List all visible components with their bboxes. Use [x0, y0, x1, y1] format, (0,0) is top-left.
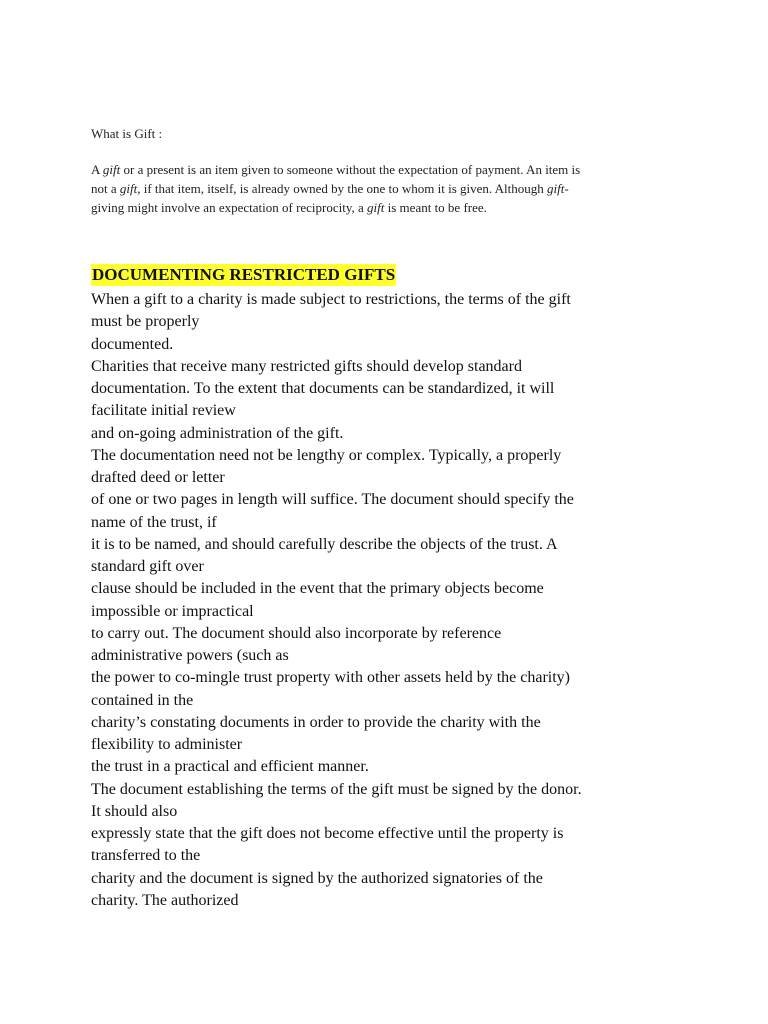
body-line: contained in the: [91, 691, 194, 709]
body-line: administrative powers (such as: [91, 647, 289, 664]
body-line: the power to co-mingle trust property with other assets held by the charity): [91, 669, 570, 687]
body-line: expressly state that the gift does not become effective until the property is: [91, 825, 564, 842]
body-line: the trust in a practical and efficient manner.: [91, 758, 369, 776]
intro-text: giving might involve an expectation of reciprocity, a: [91, 200, 368, 215]
body-line: charity. The authorized: [91, 891, 239, 909]
intro-italic-word: gift: [119, 181, 138, 196]
body-line: The document establishing the terms of the gift must be signed by the donor.: [91, 780, 582, 798]
body-line: The documentation need not be lengthy or complex. Typically, a properly: [91, 446, 562, 464]
section-heading: DOCUMENTING RESTRICTED GIFTS: [92, 265, 396, 284]
body-line: of one or two pages in length will suffice. The document should specify the: [91, 491, 574, 509]
intro-text: or a present is an item given to someone without the expectation of payment. An item is: [120, 162, 581, 177]
body-line: facilitate initial review: [91, 402, 236, 420]
body-line: must be properly: [91, 313, 200, 331]
intro-italic-word: gift: [547, 181, 565, 196]
body-line: charity and the document is signed by the authorized signatories of the: [91, 869, 543, 887]
body-paragraphs: [91, 289, 691, 912]
body-line: it is to be named, and should carefully describe the objects of the trust. A: [91, 535, 558, 553]
intro-text: -: [564, 181, 569, 196]
intro-line-1: [91, 160, 681, 179]
intro-text: not a: [91, 181, 120, 196]
intro-line-3: [91, 198, 681, 217]
body-line: documented.: [91, 335, 174, 353]
intro-paragraph: [91, 160, 681, 217]
body-line: Charities that receive many restricted gifts should develop standard: [91, 357, 522, 375]
body-line: to carry out. The document should also incorporate by reference: [91, 624, 502, 642]
body-line: name of the trust, if: [91, 513, 217, 531]
body-line: flexibility to administer: [91, 736, 243, 753]
body-line: When a gift to a charity is made subject to restrictions, the terms of the gift: [91, 291, 571, 308]
body-line: clause should be included in the event that the primary objects become: [91, 580, 544, 598]
body-line: charity’s constating documents in order to provide the charity with the: [91, 713, 541, 731]
intro-line-2: [91, 179, 681, 198]
body-line: and on-going administration of the gift.: [91, 424, 344, 442]
intro-italic-word: gift: [367, 200, 385, 215]
intro-text: is meant to be free.: [384, 200, 487, 215]
body-line: drafted deed or letter: [91, 469, 225, 486]
body-line: standard gift over: [91, 558, 204, 575]
intro-text: , if that item, itself, is already owned by the one to whom it is given. Although: [137, 181, 548, 196]
body-line: It should also: [91, 802, 178, 820]
intro-italic-word: gift: [102, 162, 121, 177]
intro-title: What is Gift :: [91, 126, 163, 141]
intro-text: A: [91, 162, 103, 177]
body-line: transferred to the: [91, 847, 201, 865]
body-line: impossible or impractical: [91, 602, 254, 620]
body-line: documentation. To the extent that documents can be standardized, it will: [91, 380, 555, 397]
